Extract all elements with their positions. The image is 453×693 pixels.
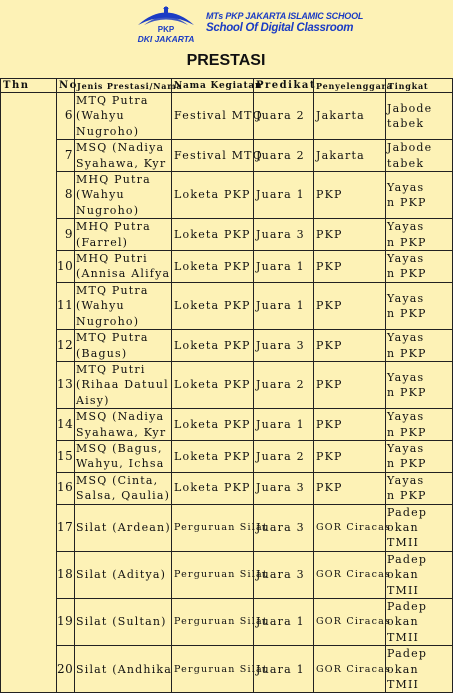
jenis-line: MTQ Putri [76,362,146,376]
tingkat-line: n PKP [387,346,427,360]
cell-penyelenggara: GOR Ciracas [314,551,386,598]
cell-jenis [75,551,172,598]
cell-kegiatan: Loketa PKP [172,472,254,504]
cell-tingkat [386,282,453,329]
jenis-line: MSQ (Bagus, [76,441,163,455]
jenis-line: Wahyu, Ichsa [76,457,165,471]
cell-penyelenggara: PKP [314,219,386,251]
cell-kegiatan: Festival MTQ [172,93,254,140]
cell-jenis [75,472,172,504]
cell-kegiatan: Perguruan Silat [172,504,254,551]
cell-predikat: Juara 3 [254,551,314,598]
table-row [1,646,453,693]
tingkat-line: n PKP [387,489,427,503]
cell-jenis [75,251,172,283]
cell-kegiatan: Perguruan Silat [172,551,254,598]
cell-no: 18 [57,551,75,598]
cell-kegiatan: Loketa PKP [172,409,254,441]
jenis-line: (Bagus) [76,346,128,360]
table-row [1,140,453,172]
tingkat-line: okan [387,615,419,629]
tingkat-line: Padep [387,505,428,519]
cell-predikat: Juara 3 [254,219,314,251]
col-header-penyelenggara: Penyelenggara [314,79,386,93]
table-body [1,93,453,693]
cell-jenis [75,93,172,140]
tingkat-line: tabek [387,117,425,131]
cell-predikat: Juara 3 [254,504,314,551]
cell-tingkat [386,599,453,646]
cell-kegiatan: Loketa PKP [172,219,254,251]
jenis-line: MSQ (Nadiya [76,410,165,424]
cell-tingkat [386,440,453,472]
tingkat-line: n PKP [387,306,427,320]
page-title: PRESTASI [186,52,266,69]
cell-predikat: Juara 2 [254,440,314,472]
cell-no: 6 [57,93,75,140]
cell-no: 19 [57,599,75,646]
tingkat-line: Jabode [387,101,433,115]
table-row [1,409,453,441]
cell-predikat: Juara 1 [254,599,314,646]
jenis-line: Silat (Andhika [76,662,173,676]
tingkat-line: Padep [387,647,428,661]
cell-thn [1,93,57,693]
tingkat-line: okan [387,568,419,582]
jenis-line: Syahawa, Kyr [76,156,167,170]
tingkat-line: Yayas [387,252,425,266]
tingkat-line: Yayas [387,331,425,345]
school-tagline: School Of Digital Classroom [206,22,354,34]
cell-predikat: Juara 2 [254,93,314,140]
cell-no: 8 [57,172,75,219]
table-row [1,282,453,329]
cell-penyelenggara: GOR Ciracas [314,599,386,646]
cell-kegiatan: Perguruan Silat [172,599,254,646]
jenis-line: MTQ Putra [76,331,149,345]
jenis-line: MTQ Putra [76,94,149,107]
tingkat-line: Padep [387,600,428,613]
table-row [1,330,453,362]
cell-jenis [75,172,172,219]
jenis-line: Nugroho) [76,203,140,217]
tingkat-line: n PKP [387,425,427,439]
jenis-line: Silat (Sultan) [76,615,167,629]
table-row [1,219,453,251]
cell-penyelenggara: PKP [314,440,386,472]
jenis-line: (Farrel) [76,235,129,249]
tingkat-line: Yayas [387,180,425,194]
tingkat-line: n PKP [387,267,427,281]
cell-predikat: Juara 1 [254,409,314,441]
cell-predikat: Juara 1 [254,282,314,329]
cell-jenis [75,140,172,172]
cell-jenis [75,330,172,362]
jenis-line: Aisy) [76,393,110,407]
col-header-thn: Thn [1,79,57,93]
page-header [0,0,452,50]
school-name-line1: MTs PKP JAKARTA ISLAMIC SCHOOL [206,11,364,21]
jenis-line: Silat (Aditya) [76,568,167,582]
cell-no: 20 [57,646,75,693]
table-row [1,251,453,283]
cell-predikat: Juara 1 [254,646,314,693]
jenis-line: Syahawa, Kyr [76,425,167,439]
table-row [1,440,453,472]
logo-text-top: PKP [157,25,175,34]
cell-no: 13 [57,361,75,408]
cell-jenis [75,361,172,408]
tingkat-line: Jabode [387,141,433,155]
tingkat-line: n PKP [387,235,427,249]
school-logo [120,6,212,46]
jenis-line: Nugroho) [76,124,140,138]
tingkat-line: Padep [387,552,428,566]
cell-tingkat [386,472,453,504]
tingkat-line: TMII [387,678,420,692]
cell-penyelenggara: PKP [314,330,386,362]
cell-jenis [75,440,172,472]
cell-jenis [75,599,172,646]
jenis-line: MHQ Putra [76,220,151,234]
table-row [1,172,453,219]
col-header-jenis: Jenis Prestasi/Nama [75,79,172,93]
cell-kegiatan: Loketa PKP [172,440,254,472]
cell-kegiatan: Perguruan Silat [172,646,254,693]
cell-penyelenggara: Jakarta [314,93,386,140]
tingkat-line: okan [387,662,419,676]
cell-no: 15 [57,440,75,472]
table-row [1,551,453,598]
table-header-row [1,79,453,93]
tingkat-line: n PKP [387,386,427,400]
jenis-line: (Wahyu [76,299,125,313]
jenis-line: (Wahyu [76,109,125,123]
cell-tingkat [386,504,453,551]
cell-penyelenggara: PKP [314,472,386,504]
cell-jenis [75,409,172,441]
cell-tingkat [386,646,453,693]
tingkat-line: Yayas [387,370,425,384]
cell-no: 10 [57,251,75,283]
cell-tingkat [386,330,453,362]
cell-jenis [75,646,172,693]
tingkat-line: n PKP [387,196,427,210]
logo-text-bottom: DKI JAKARTA [137,34,195,44]
cell-penyelenggara: GOR Ciracas [314,646,386,693]
cell-tingkat [386,551,453,598]
jenis-line: MSQ (Cinta, [76,473,159,487]
table-row [1,504,453,551]
cell-kegiatan: Festival MTQ [172,140,254,172]
cell-penyelenggara: PKP [314,172,386,219]
cell-tingkat [386,361,453,408]
cell-penyelenggara: PKP [314,409,386,441]
cell-no: 16 [57,472,75,504]
cell-tingkat [386,219,453,251]
table-row [1,93,453,140]
cell-penyelenggara: PKP [314,361,386,408]
cell-tingkat [386,251,453,283]
jenis-line: Nugroho) [76,314,140,328]
tingkat-line: Yayas [387,441,425,455]
tingkat-line: TMII [387,583,420,597]
col-header-tingkat: Tingkat [386,79,453,93]
jenis-line: Silat (Ardean) [76,520,171,534]
cell-no: 7 [57,140,75,172]
jenis-line: Salsa, Qaulia) [76,489,171,503]
pkp-logo-icon [120,6,212,46]
cell-penyelenggara: GOR Ciracas [314,504,386,551]
tingkat-line: Yayas [387,473,425,487]
cell-tingkat [386,140,453,172]
jenis-line: (Wahyu [76,188,125,202]
prestasi-table [0,78,453,693]
jenis-line: MHQ Putri [76,252,148,266]
school-name [206,10,452,34]
jenis-line: (Annisa Alifya [76,267,171,281]
cell-jenis [75,282,172,329]
tingkat-line: TMII [387,630,420,644]
cell-kegiatan: Loketa PKP [172,172,254,219]
jenis-line: MSQ (Nadiya [76,141,165,155]
tingkat-line: Yayas [387,291,425,305]
jenis-line: MHQ Putra [76,173,151,187]
cell-predikat: Juara 2 [254,140,314,172]
cell-penyelenggara: PKP [314,251,386,283]
tingkat-line: n PKP [387,457,427,471]
cell-kegiatan: Loketa PKP [172,361,254,408]
cell-no: 14 [57,409,75,441]
table-row [1,361,453,408]
cell-tingkat [386,172,453,219]
cell-no: 9 [57,219,75,251]
cell-predikat: Juara 3 [254,472,314,504]
cell-no: 17 [57,504,75,551]
cell-kegiatan: Loketa PKP [172,282,254,329]
cell-penyelenggara: PKP [314,282,386,329]
table-row [1,599,453,646]
cell-jenis [75,504,172,551]
cell-predikat: Juara 1 [254,251,314,283]
cell-predikat: Juara 2 [254,361,314,408]
tingkat-line: TMII [387,536,420,550]
cell-no: 11 [57,282,75,329]
cell-tingkat [386,409,453,441]
table-row [1,472,453,504]
col-header-no: No [57,79,75,93]
jenis-line: MTQ Putra [76,283,149,297]
tingkat-line: tabek [387,156,425,170]
jenis-line: (Rihaa Datuul [76,378,169,392]
cell-predikat: Juara 3 [254,330,314,362]
cell-penyelenggara: Jakarta [314,140,386,172]
cell-jenis [75,219,172,251]
cell-kegiatan: Loketa PKP [172,330,254,362]
tingkat-line: okan [387,520,419,534]
cell-tingkat [386,93,453,140]
col-header-kegiatan: Nama Kegiatan [172,79,254,93]
cell-no: 12 [57,330,75,362]
tingkat-line: Yayas [387,220,425,234]
cell-predikat: Juara 1 [254,172,314,219]
tingkat-line: Yayas [387,410,425,424]
col-header-predikat: Predikat [254,79,314,93]
cell-kegiatan: Loketa PKP [172,251,254,283]
